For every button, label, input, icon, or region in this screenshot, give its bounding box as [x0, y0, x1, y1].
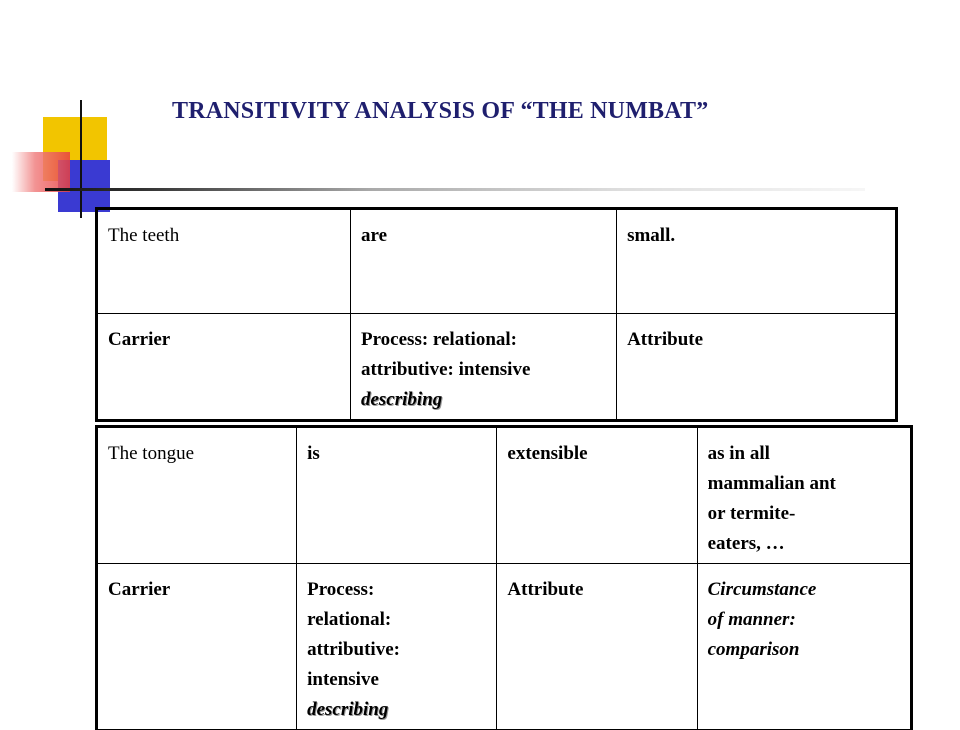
table-row: [97, 427, 912, 564]
table-row: [97, 564, 912, 730]
table-cell: [97, 209, 351, 314]
cell-text: Attribute: [507, 579, 584, 601]
table-cell: [497, 427, 697, 564]
cell-text: small.: [627, 225, 676, 246]
cell-text: comparison: [707, 639, 800, 661]
table-cell: [617, 314, 897, 421]
table-cell: [97, 564, 297, 730]
cell-emphasis: describing: [307, 699, 389, 721]
cell-text: Attribute: [627, 329, 704, 350]
table-row: [97, 314, 897, 421]
cell-text: attributive: intensive: [360, 359, 531, 381]
cell-text: relational:: [307, 609, 392, 631]
vertical-rule-decoration: [80, 100, 82, 218]
cell-text: The teeth: [108, 225, 180, 246]
slide-title: TRANSITIVITY ANALYSIS OF “THE NUMBAT”: [172, 98, 709, 124]
cell-text: eaters, …: [707, 533, 785, 555]
transitivity-table-teeth: [95, 207, 898, 422]
cell-text: are: [360, 225, 388, 246]
table-cell: [350, 209, 616, 314]
cell-text: Process:: [307, 579, 375, 601]
table-cell: [697, 427, 911, 564]
cell-text: extensible: [507, 443, 588, 464]
cell-text: as in all: [707, 443, 770, 464]
cell-text: intensive: [307, 669, 379, 691]
cell-text: is: [307, 443, 320, 464]
table-cell: [297, 564, 497, 730]
table-cell: [617, 209, 897, 314]
cell-text: or termite-: [707, 503, 796, 525]
cell-text: attributive:: [307, 639, 400, 661]
red-square-decoration: [12, 152, 70, 192]
cell-text: Circumstance: [707, 579, 817, 601]
table-cell: [697, 564, 911, 730]
cell-text: Process: relational:: [360, 329, 517, 350]
yellow-square-decoration: [43, 117, 107, 181]
table-row: [97, 209, 897, 314]
table-cell: [297, 427, 497, 564]
table-cell: [497, 564, 697, 730]
cell-text: Carrier: [108, 329, 171, 350]
table-cell: [97, 314, 351, 421]
cell-text: mammalian ant: [707, 473, 836, 495]
cell-emphasis: describing: [360, 389, 443, 411]
table-cell: [350, 314, 616, 421]
horizontal-rule-decoration: [45, 188, 865, 191]
cell-text: The tongue: [108, 443, 195, 464]
blue-square-decoration: [58, 160, 110, 212]
transitivity-table-tongue: [95, 425, 913, 730]
cell-text: Carrier: [108, 579, 171, 601]
table-cell: [97, 427, 297, 564]
cell-text: of manner:: [707, 609, 796, 631]
